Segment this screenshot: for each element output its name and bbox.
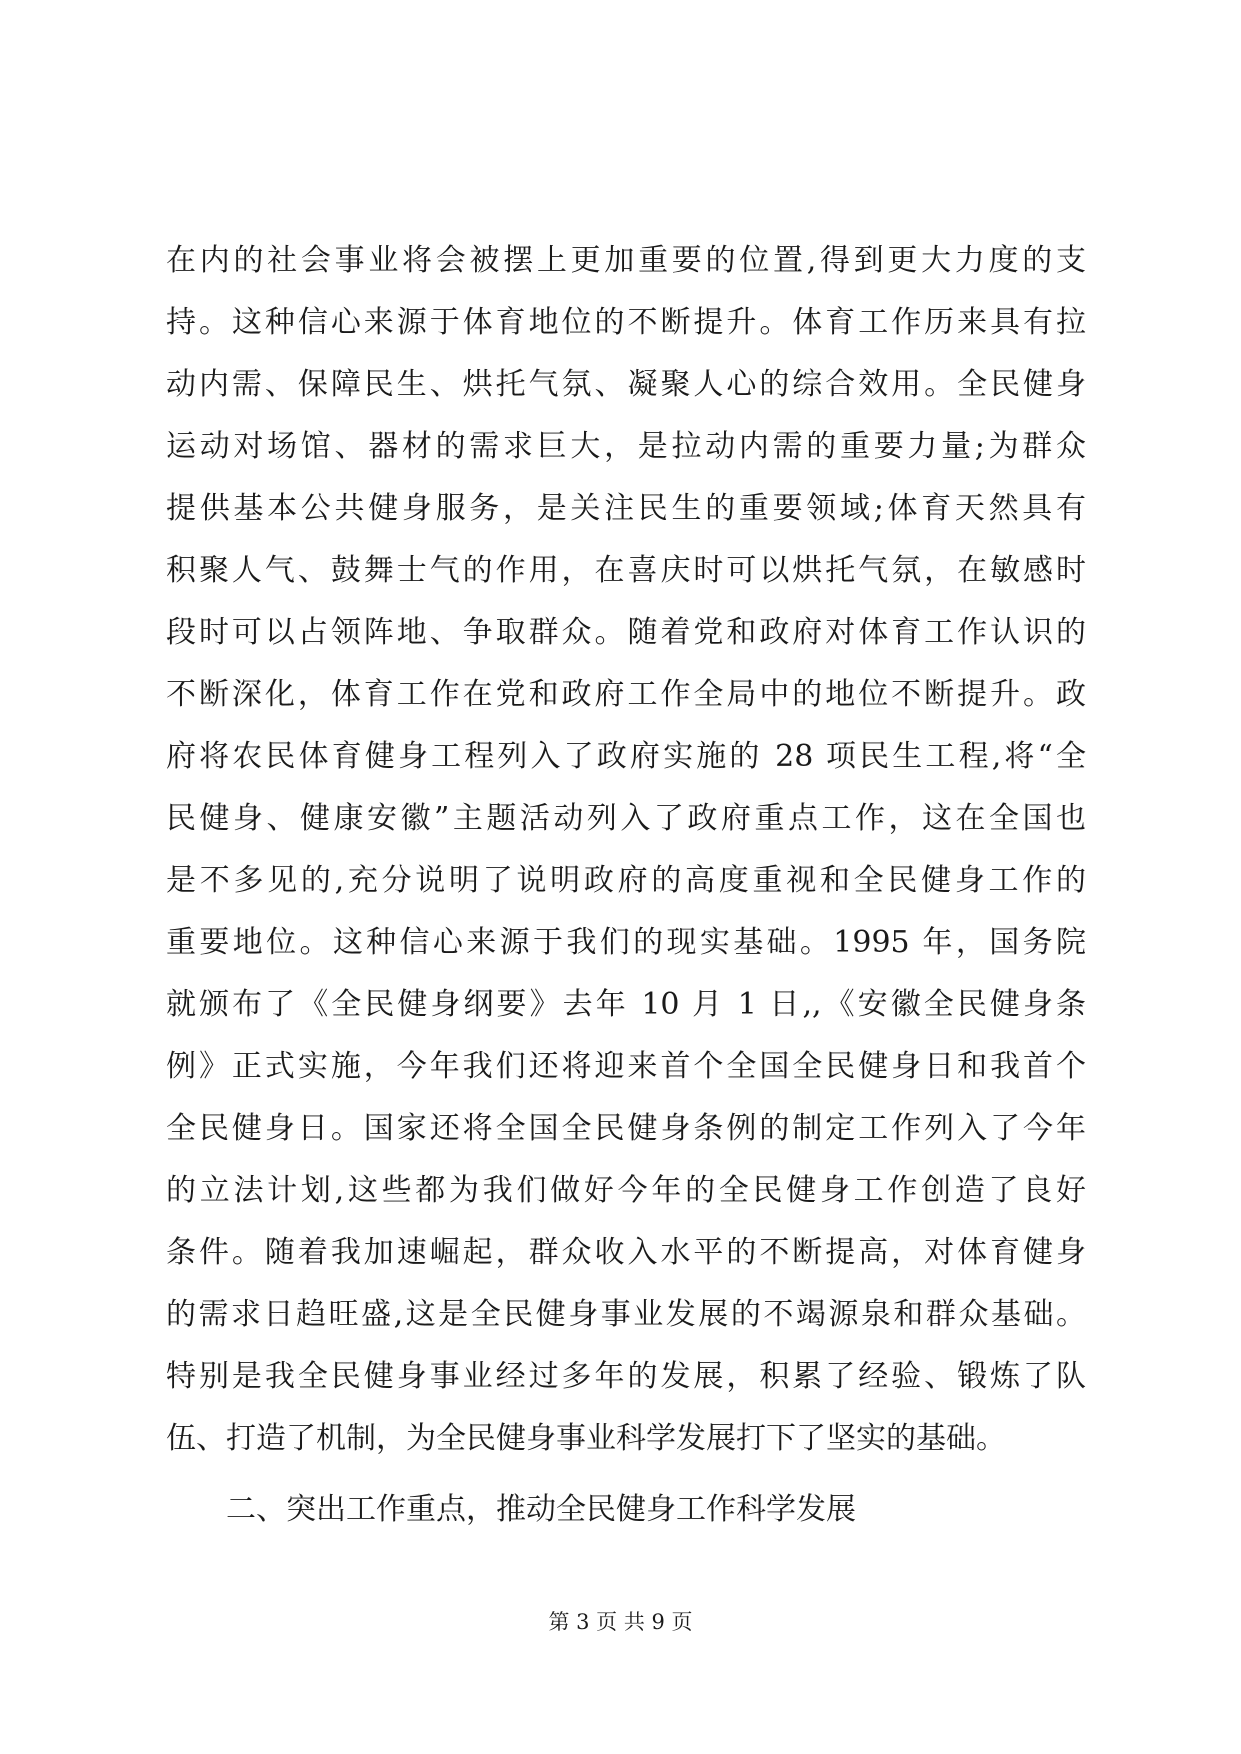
text-line: 持。这种信心来源于体育地位的不断提升。体育工作历来具有拉 xyxy=(166,305,1086,340)
text-line: 特别是我全民健身事业经过多年的发展，积累了经验、锻炼了队 xyxy=(166,1359,1086,1394)
text-line: 段时可以占领阵地、争取群众。随着党和政府对体育工作认识的 xyxy=(166,615,1086,650)
text-line: 积聚人气、鼓舞士气的作用，在喜庆时可以烘托气氛，在敏感时 xyxy=(166,553,1086,588)
text-line: 就颁布了《全民健身纲要》去年 10 月 1 日,,《安徽全民健身条 xyxy=(166,987,1086,1022)
text-line: 民健身、健康安徽”主题活动列入了政府重点工作，这在全国也 xyxy=(166,801,1086,836)
text-line: 提供基本公共健身服务，是关注民生的重要领域;体育天然具有 xyxy=(166,491,1086,526)
text-line: 例》正式实施，今年我们还将迎来首个全国全民健身日和我首个 xyxy=(166,1049,1086,1084)
text-line: 府将农民体育健身工程列入了政府实施的 28 项民生工程,将“全 xyxy=(166,739,1086,774)
text-line: 动内需、保障民生、烘托气氛、凝聚人心的综合效用。全民健身 xyxy=(166,367,1086,402)
body-paragraph xyxy=(166,230,1086,1470)
text-line: 全民健身日。国家还将全国全民健身条例的制定工作列入了今年 xyxy=(166,1111,1086,1146)
text-line: 伍、打造了机制，为全民健身事业科学发展打下了坚实的基础。 xyxy=(166,1421,1006,1456)
section-heading-text: 二、突出工作重点，推动全民健身工作科学发展 xyxy=(226,1492,856,1527)
text-line: 重要地位。这种信心来源于我们的现实基础。1995 年，国务院 xyxy=(166,925,1086,960)
text-line: 不断深化，体育工作在党和政府工作全局中的地位不断提升。政 xyxy=(166,677,1086,712)
text-line: 的立法计划,这些都为我们做好今年的全民健身工作创造了良好 xyxy=(166,1173,1086,1208)
text-line: 运动对场馆、器材的需求巨大，是拉动内需的重要力量;为群众 xyxy=(166,429,1086,464)
text-line: 条件。随着我加速崛起，群众收入水平的不断提高，对体育健身 xyxy=(166,1235,1086,1270)
text-line: 在内的社会事业将会被摆上更加重要的位置,得到更大力度的支 xyxy=(166,243,1086,278)
text-line: 是不多见的,充分说明了说明政府的高度重视和全民健身工作的 xyxy=(166,863,1086,898)
text-line: 的需求日趋旺盛,这是全民健身事业发展的不竭源泉和群众基础。 xyxy=(166,1297,1086,1332)
page-number-footer: 第 3 页 共 9 页 xyxy=(548,1610,693,1634)
section-heading xyxy=(166,1479,856,1541)
